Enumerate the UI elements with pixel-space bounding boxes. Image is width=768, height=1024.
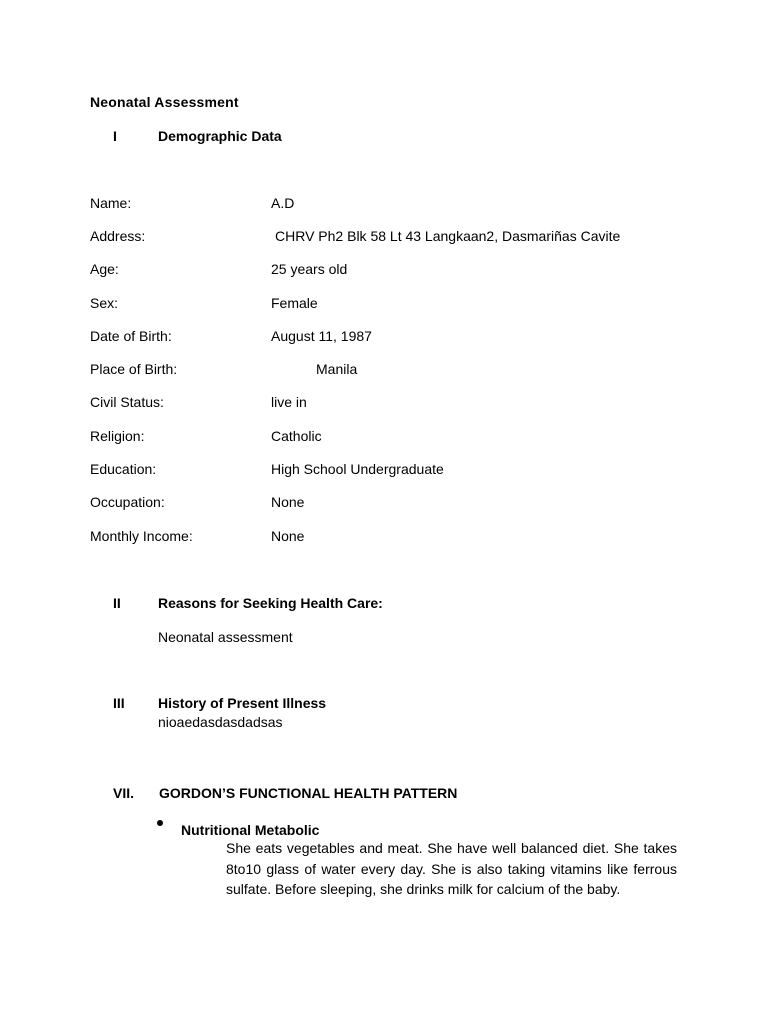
section-heading-demographic-data: Demographic Data	[158, 128, 282, 144]
section-number-3: III	[113, 695, 125, 711]
field-label-place-of-birth: Place of Birth:	[90, 361, 178, 377]
field-value-age: 25 years old	[271, 261, 348, 277]
field-value-date-of-birth: August 11, 1987	[271, 328, 372, 344]
document-title: Neonatal Assessment	[90, 94, 239, 110]
field-label-date-of-birth: Date of Birth:	[90, 328, 172, 344]
field-value-monthly-income: None	[271, 528, 305, 544]
section-heading-history: History of Present Illness	[158, 695, 327, 711]
section-body-history: nioaedasdasdadsas	[158, 714, 283, 730]
field-label-occupation: Occupation:	[90, 494, 165, 510]
field-value-name: A.D	[271, 195, 295, 211]
field-value-occupation: None	[271, 494, 305, 510]
field-label-religion: Religion:	[90, 428, 145, 444]
section-heading-gordon: GORDON’S FUNCTIONAL HEALTH PATTERN	[159, 785, 458, 801]
field-label-monthly-income: Monthly Income:	[90, 528, 193, 544]
field-label-age: Age:	[90, 261, 119, 277]
field-label-education: Education:	[90, 461, 157, 477]
bullet-icon	[157, 820, 163, 826]
field-value-education: High School Undergraduate	[271, 461, 444, 477]
section-body-reasons: Neonatal assessment	[158, 629, 293, 645]
field-label-sex: Sex:	[90, 295, 119, 311]
field-label-address: Address:	[90, 228, 146, 244]
field-label-civil-status: Civil Status:	[90, 394, 164, 410]
field-value-place-of-birth: Manila	[316, 361, 358, 377]
section-number-2: II	[113, 595, 121, 611]
section-heading-reasons: Reasons for Seeking Health Care:	[158, 595, 383, 611]
field-value-sex: Female	[271, 295, 318, 311]
field-label-name: Name:	[90, 195, 132, 211]
field-value-civil-status: live in	[271, 394, 307, 410]
list-item-heading-nutritional: Nutritional Metabolic	[181, 822, 320, 838]
field-value-religion: Catholic	[271, 428, 322, 444]
section-number-1: I	[113, 128, 117, 144]
section-number-7: VII.	[113, 785, 135, 801]
list-item-body-nutritional: She eats vegetables and meat. She have well balanced diet. She takes 8to10 glass of water every day. She is also taking vitamins like ferrous sulfate. Before sleeping, she drinks milk for calcium of the baby.	[226, 840, 677, 898]
field-value-address: CHRV Ph2 Blk 58 Lt 43 Langkaan2, Dasmariñas Cavite	[275, 228, 621, 244]
